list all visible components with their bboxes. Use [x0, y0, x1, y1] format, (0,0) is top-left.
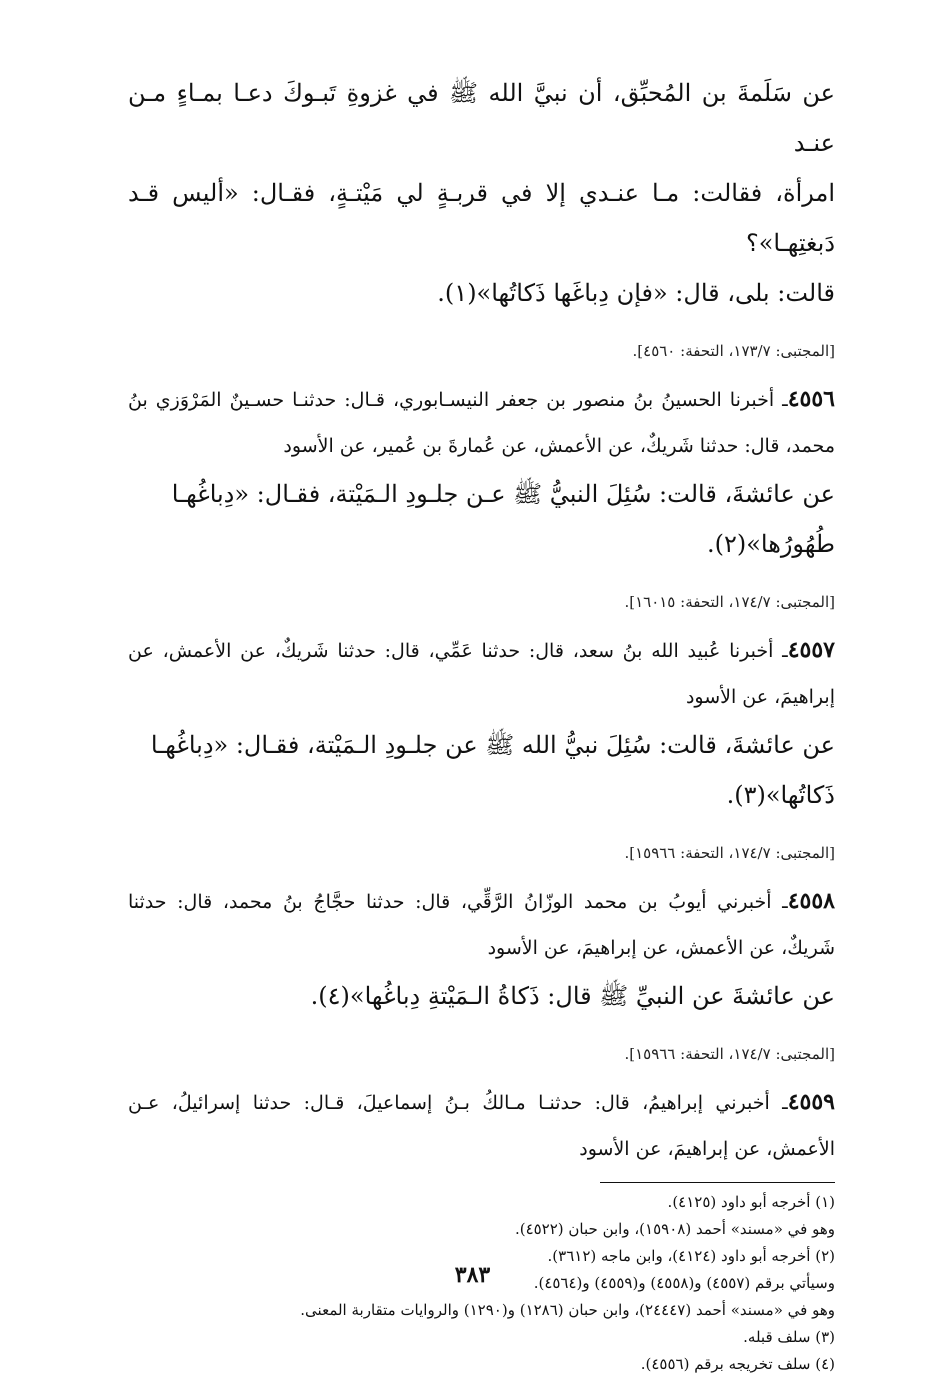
isnad-chain [128, 376, 835, 469]
isnad-chain [128, 878, 835, 971]
hadith-number: ٤٥٥٩ [787, 1089, 835, 1115]
hadith-block-4557 [128, 627, 835, 864]
footnote: وهو في «مسند» أحمد (١٥٩٠٨)، وابن حبان (٤٥٢٢). [514, 1220, 835, 1238]
reference-note: [المجتبى: ١٧٤/٧، التحفة: ١٥٩٦٦]. [624, 844, 835, 862]
isnad-chain [128, 627, 835, 720]
reference-note: [المجتبى: ١٧٤/٧، التحفة: ١٦٠١٥]. [624, 593, 835, 611]
hadith-block-4556 [128, 376, 835, 613]
isnad-chain [128, 1079, 835, 1172]
isnad-text: ـ أخبرنا عُبيد الله بنُ سعد، قال: حدثنا عَمِّي، قال: حدثنا شَريكٌ، عن الأعمش، عن إبراهيمَ، عن الأسود [128, 640, 835, 708]
text-line: عن عائشةَ، قالت: سُئِلَ نبيُّ الله ﷺ عن جلـودِ الـمَيْتة، فقـال: «دِباغُهـا [150, 731, 835, 759]
hadith-number: ٤٥٥٨ [787, 888, 835, 914]
text-line: طُهُورُها»(٢). [706, 530, 835, 558]
text-line: عن عائشةَ، قالت: سُئِلَ النبيُّ ﷺ عـن جلـودِ الـمَيْتة، فقـال: «دِباغُهـا [171, 480, 835, 508]
footnote: (٣) سلف قبله. [743, 1328, 835, 1346]
reference-note: [المجتبى: ١٧٤/٧، التحفة: ١٥٩٦٦]. [624, 1045, 835, 1063]
hadith-number: ٤٥٥٦ [787, 386, 835, 412]
text-line: ذَكاتُها»(٣). [726, 781, 835, 809]
footnote: وسيأتي برقم (٤٥٥٧) و(٤٥٥٨) و(٤٥٥٩) و(٤٥٦٤). [533, 1274, 835, 1292]
text-line: عن عائشةَ عن النبيِّ ﷺ قال: ذَكاةُ الـمَيْتةِ دِباغُها»(٤). [310, 982, 835, 1010]
isnad-text: ـ أخبرنا الحسينُ بنُ منصور بن جعفر النيسـابوري، قـال: حدثنـا حسـينٌ المَرْوَزي بنُ محمد، قال: حدثنا شَريكٌ، عن الأعمش، عن عُمارةَ بن عُمير، عن الأسود [128, 389, 835, 457]
footnote-separator [600, 1182, 835, 1183]
hadith-block-continuation [128, 68, 835, 362]
isnad-text: ـ أخبرني إبراهيمُ، قال: حدثنـا مـالكُ بـنُ إسماعيلَ، قـال: حدثنا إسرائيلُ، عـن الأعمش، عن إبراهيمَ، عن الأسود [128, 1092, 835, 1160]
page-number: ٣٨٣ [454, 1262, 491, 1288]
footnote: (٢) أخرجه أبو داود (٤١٢٤)، وابن ماجه (٣٦١٢). [547, 1247, 835, 1265]
text-line: قالت: بلى، قال: «فإن دِباغَها ذَكاتُها»(١). [437, 279, 835, 307]
footnote: (١) أخرجه أبو داود (٤١٢٥). [667, 1193, 835, 1211]
text-line: عن سَلَمةَ بن المُحبِّق، أن نبيَّ الله ﷺ في غزوةِ تَبـوكَ دعـا بمـاءٍ مـن عنـد [128, 79, 836, 157]
hadith-block-4558 [128, 878, 835, 1065]
hadith-block-4559 [128, 1079, 835, 1172]
footnote: وهو في «مسند» أحمد (٢٤٤٤٧)، وابن حبان (١٢٨٦) و(١٢٩٠) والروايات متقاربة المعنى. [300, 1301, 835, 1319]
hadith-number: ٤٥٥٧ [787, 637, 835, 663]
footnote: (٤) سلف تخريجه برقم (٤٥٥٦). [640, 1355, 835, 1373]
reference-note: [المجتبى: ١٧٣/٧، التحفة: ٤٥٦٠]. [632, 342, 835, 360]
isnad-text: ـ أخبرني أيوبُ بن محمد الوزّانُ الرَّقِّي، قال: حدثنا حجَّاجُ بنُ محمد، قال: حدثنا شَريكٌ، عن الأعمش، عن إبراهيمَ، عن الأسود [128, 891, 835, 959]
text-line: امرأة، فقالت: مـا عنـدي إلا في قربـةٍ لي مَيْتـةٍ، فقـال: «أليس قـد دَبغتِهـا»؟ [128, 179, 836, 257]
